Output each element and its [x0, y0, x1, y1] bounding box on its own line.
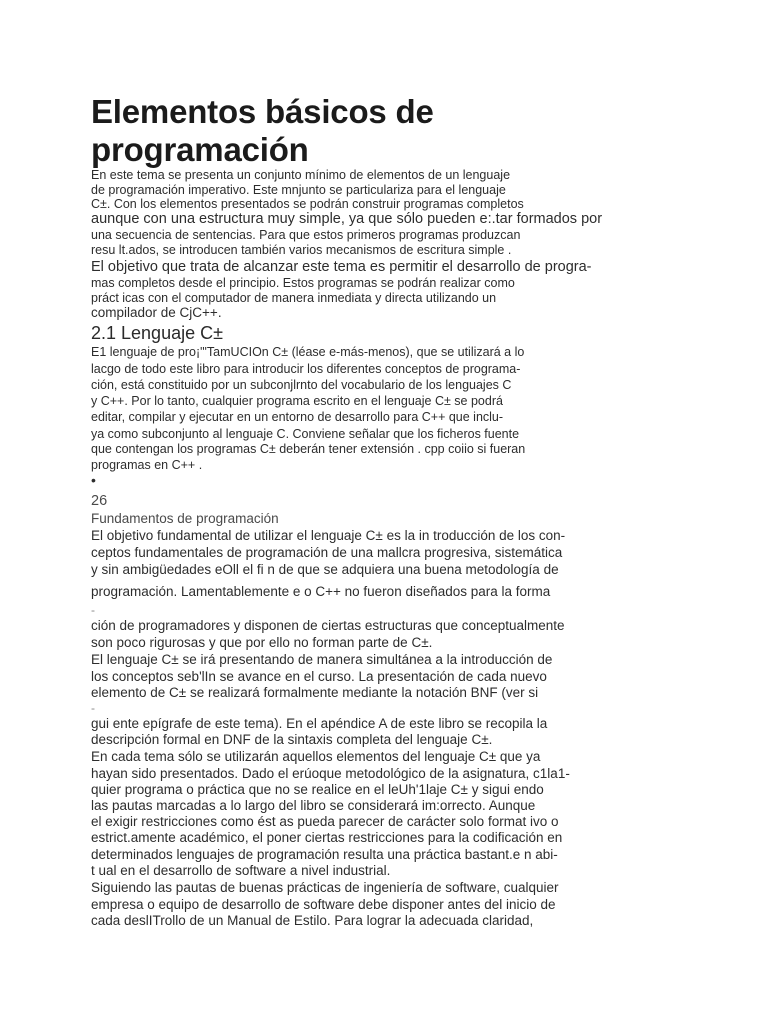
body-line: hayan sido presentados. Dado el erúoque metodológico de la asignatura, c1la1-	[91, 766, 570, 781]
body-line: programación. Lamentablemente e o C++ no fueron diseñados para la forma	[91, 584, 551, 599]
section-line: E1 lenguaje de pro¡"'TamUCIOn C± (léase e-más-menos), que se utilizará a lo	[91, 345, 525, 359]
body-line: descripción formal en DNF de la sintaxis completa del lenguaje C±.	[91, 732, 493, 747]
body-line: ción de programadores y disponen de ciertas estructuras que conceptualmente	[91, 618, 565, 633]
intro-line: compilador de CjC++.	[91, 305, 222, 320]
section-line: programas en C++ .	[91, 458, 203, 472]
body-line: gui ente epígrafe de este tema). En el apéndice A de este libro se recopila la	[91, 716, 548, 731]
intro-line: resu lt.ados, se introducen también varios mecanismos de escritura simple .	[91, 243, 512, 257]
body-line: elemento de C± se realizará formalmente mediante la notación BNF (ver si	[91, 685, 539, 700]
section-line: ción, está constituido por un subconjlrnto del vocabulario de los lenguajes C	[91, 378, 512, 392]
body-line: son poco rigurosas y que por ello no forman parte de C±.	[91, 635, 433, 650]
chapter-title-line-2: programación	[91, 131, 309, 168]
chapter-title-line-1: Elementos básicos de	[91, 93, 434, 130]
section-line: y C++. Por lo tanto, cualquier programa escrito en el lenguaje C± se podrá	[91, 394, 503, 408]
body-line: empresa o equipo de desarrollo de software debe disponer antes del inicio de	[91, 897, 556, 912]
section-line: ya como subconjunto al lenguaje C. Conviene señalar que los ficheros fuente	[91, 427, 520, 441]
body-line: ceptos fundamentales de programación de una mallcra progresiva, sistemática	[91, 545, 563, 560]
section-line: que contengan los programas C± deberán tener extensión . cpp coiio si fueran	[91, 442, 526, 456]
intro-line: mas completos desde el principio. Estos programas se podrán realizar como	[91, 276, 515, 290]
intro-line: aunque con una estructura muy simple, ya que sólo pueden e:.tar formados por	[91, 211, 603, 227]
body-line: los conceptos seb'lIn se avance en el curso. La presentación de cada nuevo	[91, 669, 547, 684]
body-line: y sin ambigüedades eOll el fi n de que se adquiera una buena metodología de	[91, 562, 559, 577]
intro-line: una secuencia de sentencias. Para que estos primeros programas produzcan	[91, 228, 521, 242]
page-number: 26	[91, 493, 108, 509]
body-line: t ual en el desarrollo de software a nivel industrial.	[91, 863, 391, 878]
body-line: El lenguaje C± se irá presentando de manera simultánea a la introducción de	[91, 652, 553, 667]
hyphen-mark: -	[91, 701, 95, 715]
body-line: las pautas marcadas a lo largo del libro se considerará im:orrecto. Aunque	[91, 798, 536, 813]
intro-line: práct icas con el computador de manera inmediata y directa utilizando un	[91, 291, 497, 305]
body-line: estrict.amente académico, el poner ciertas restricciones para la codificación en	[91, 830, 563, 845]
running-header: Fundamentos de programación	[91, 511, 279, 526]
chapter-title	[91, 93, 731, 169]
intro-line: C±. Con los elementos presentados se podrán construir programas completos	[91, 197, 524, 211]
hyphen-mark: -	[91, 603, 95, 617]
body-line: En cada tema sólo se utilizarán aquellos elementos del lenguaje C± que ya	[91, 749, 541, 764]
section-line: lacgo de todo este libro para introducir los diferentes conceptos de programa-	[91, 362, 521, 376]
intro-line: En este tema se presenta un conjunto mínimo de elementos de un lenguaje	[91, 168, 511, 182]
body-line: el exigir restricciones como ést as pueda parecer de carácter solo format ivo o	[91, 814, 559, 829]
body-line: cada deslITrollo de un Manual de Estilo. Para lograr la adecuada claridad,	[91, 913, 534, 928]
body-line: determinados lenguajes de programación resulta una práctica bastant.e n abi-	[91, 847, 558, 862]
body-line: Siguiendo las pautas de buenas prácticas de ingeniería de software, cualquier	[91, 880, 559, 895]
body-line: quier programa o práctica que no se realice en el leUh'1laje C± y sigui endo	[91, 782, 544, 797]
body-line: El objetivo fundamental de utilizar el lenguaje C± es la in troducción de los con-	[91, 528, 566, 543]
intro-line: El objetivo que trata de alcanzar este tema es permitir el desarrollo de progra-	[91, 259, 592, 275]
bullet-mark: •	[91, 472, 96, 488]
section-line: editar, compilar y ejecutar en un entorno de desarrollo para C++ que inclu-	[91, 410, 504, 424]
section-heading: 2.1 Lenguaje C±	[91, 323, 223, 343]
intro-line: de programación imperativo. Este mnjunto se particulariza para el lenguaje	[91, 183, 506, 197]
